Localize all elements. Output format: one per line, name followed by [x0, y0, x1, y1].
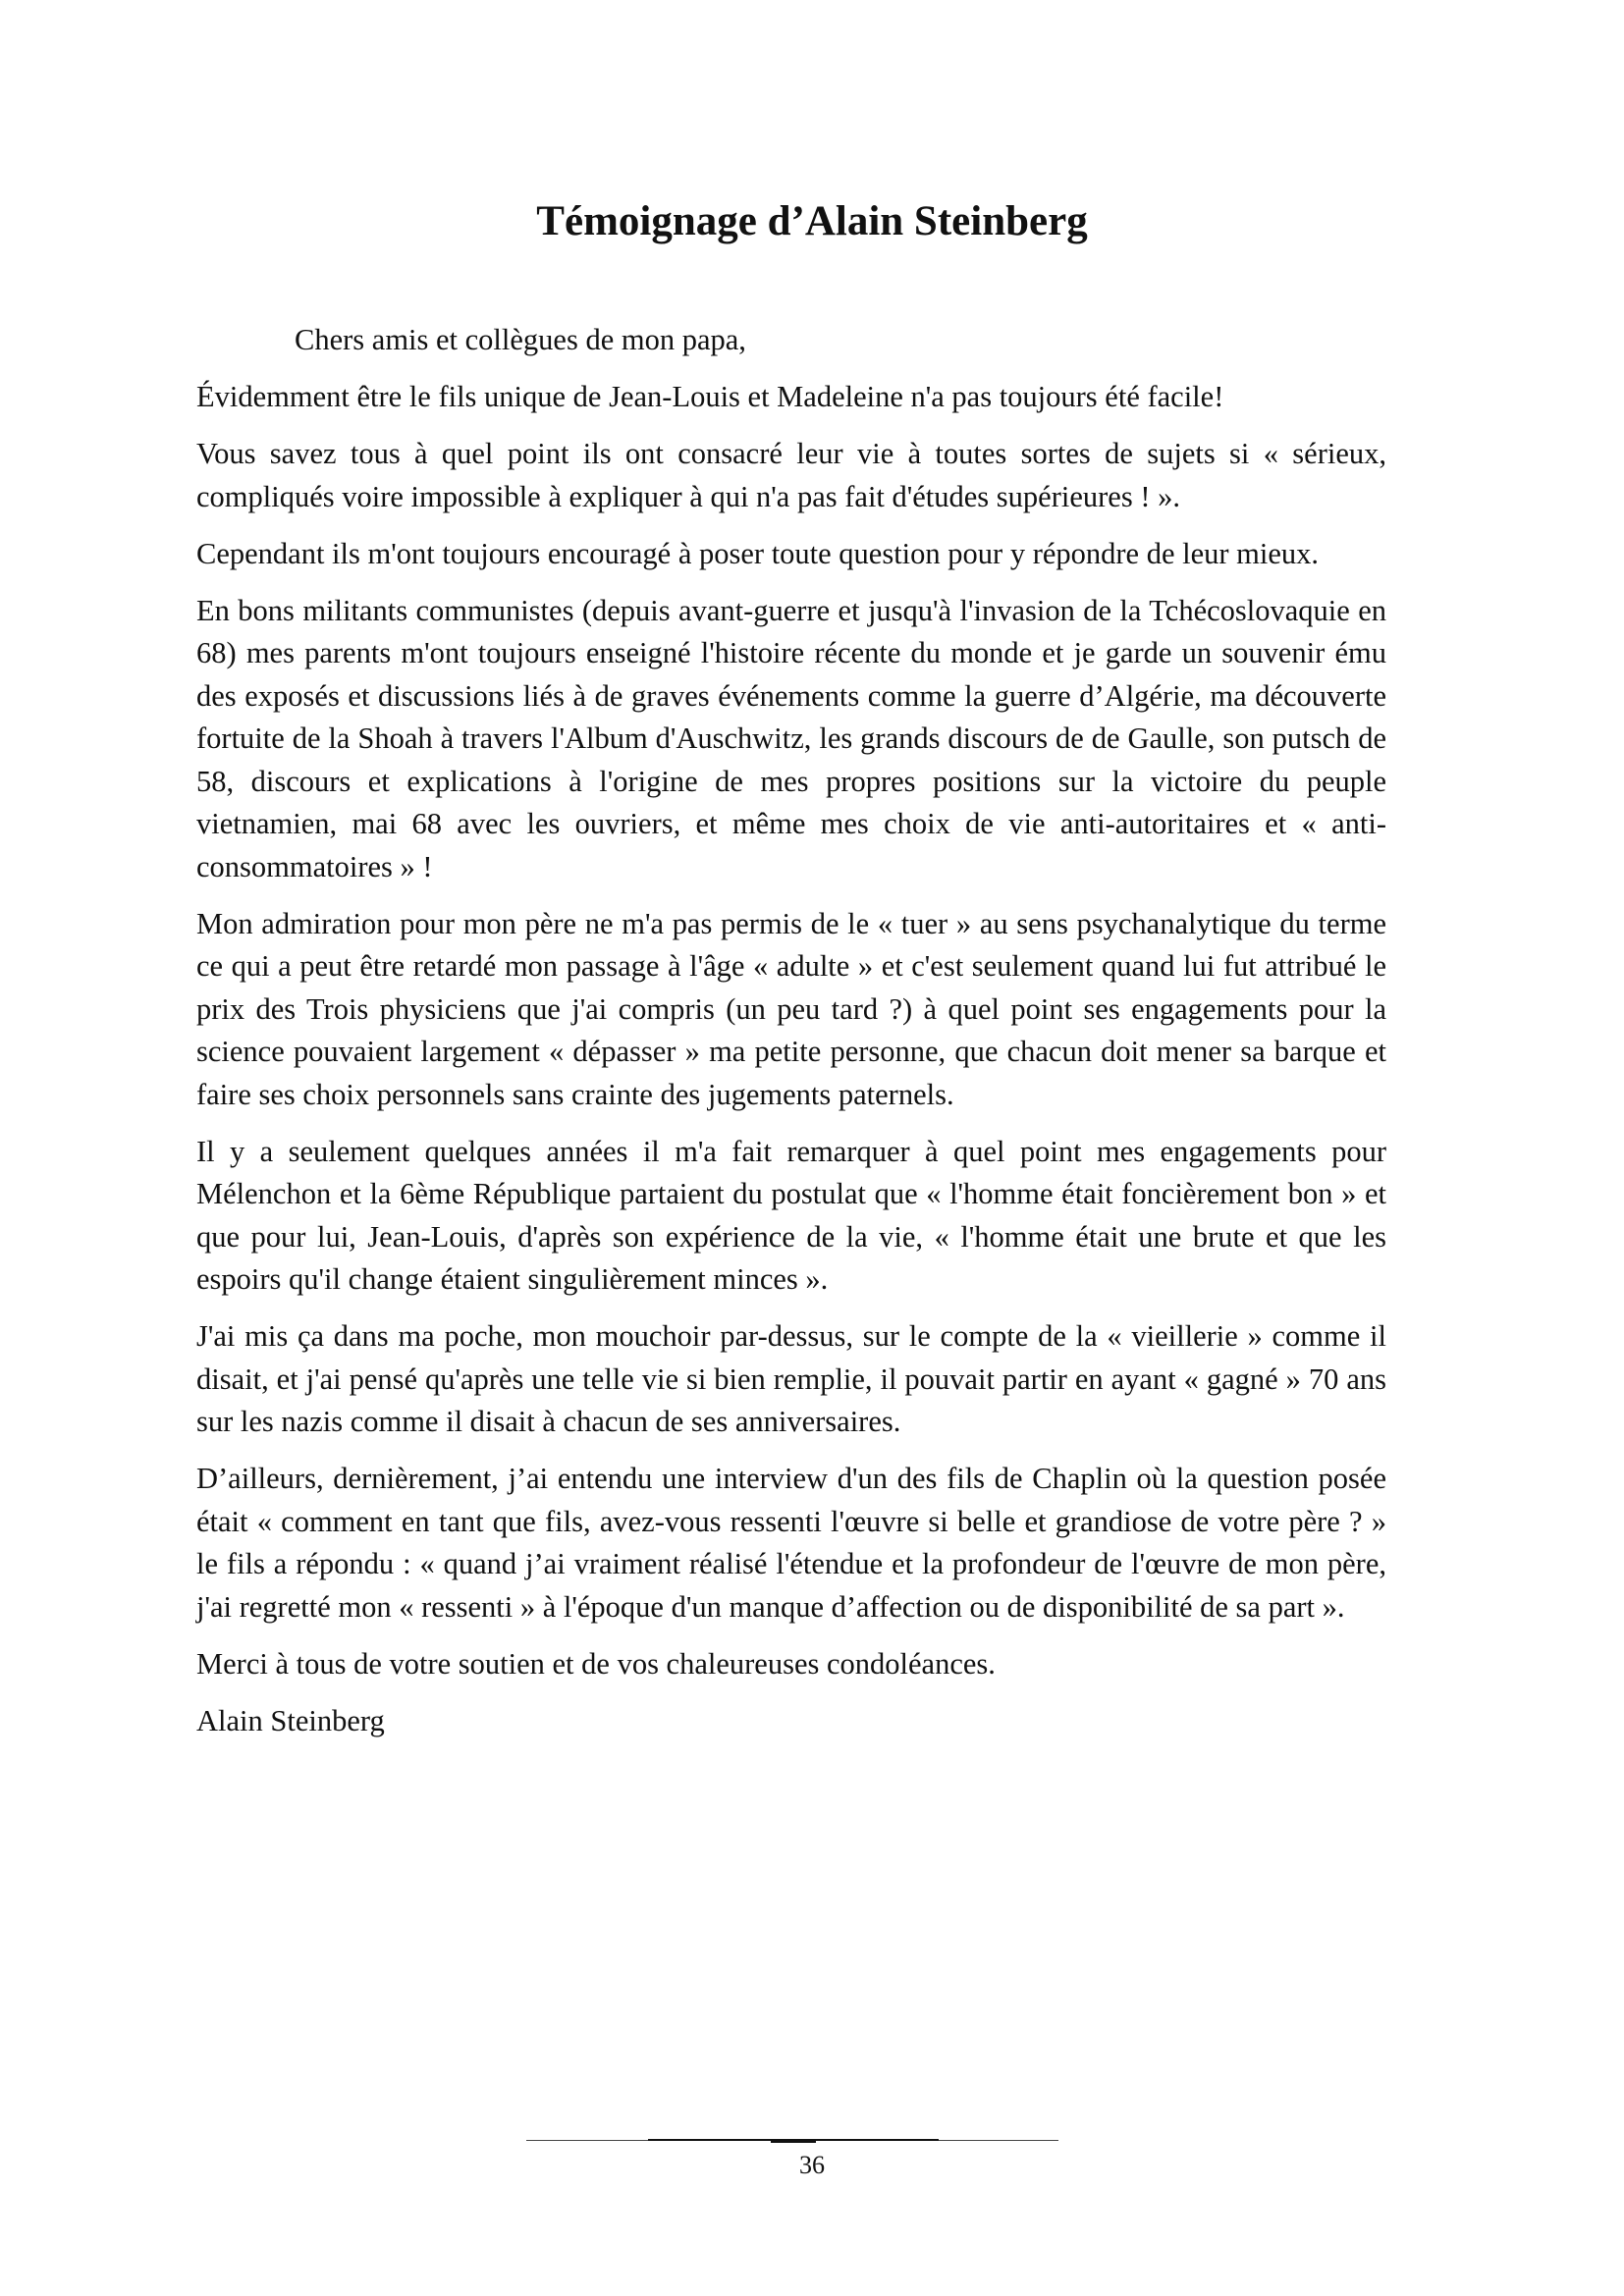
footer-rule-center-mark: [771, 2139, 816, 2143]
salutation-paragraph: Chers amis et collègues de mon papa,: [295, 323, 746, 356]
page-number: 36: [799, 2151, 825, 2179]
paragraph: Cependant ils m'ont toujours encouragé à poser toute question pour y répondre de leur mieux.: [196, 536, 1320, 570]
page-title: Témoignage d’Alain Steinberg: [536, 198, 1088, 244]
paragraph: Il y a seulement quelques années il m'a fait remarquer à quel point mes engagements pour Mélenchon et la 6ème République partaient du postulat que « l'homme était foncièrement bon » et que pour lui, Jean-Louis, d'après son expérience de la vie, « l'homme était une brute et que les espoirs qu'il change étaient singulièrement minces ».: [196, 1134, 1386, 1296]
paragraph: Mon admiration pour mon père ne m'a pas permis de le « tuer » au sens psychanalytique du terme ce qui a peut être retardé mon passage à l'âge « adulte » et c'est seulement quand lui fut attribué le prix des Trois physiciens que j'ai compris (un peu tard ?) à quel point ses engagements pour la science pouvaient largement « dépasser » ma petite personne, que chacun doit mener sa barque et faire ses choix personnels sans crainte des jugements paternels.: [196, 906, 1386, 1111]
paragraph: J'ai mis ça dans ma poche, mon mouchoir par-dessus, sur le compte de la « vieillerie » comme il disait, et j'ai pensé qu'après une telle vie si bien remplie, il pouvait partir en ayant « gagné » 70 ans sur les nazis comme il disait à chacun de ses anniversaires.: [196, 1319, 1386, 1438]
closing-paragraph: Merci à tous de votre soutien et de vos chaleureuses condoléances.: [196, 1646, 996, 1681]
letter-body: [196, 319, 1386, 1757]
paragraph: Vous savez tous à quel point ils ont consacré leur vie à toutes sortes de sujets si « sérieux, compliqués voire impossible à expliquer à qui n'a pas fait d'études supérieures ! ».: [196, 437, 1386, 513]
paragraph: En bons militants communistes (depuis avant-guerre et jusqu'à l'invasion de la Tchécoslovaquie en 68) mes parents m'ont toujours enseigné l'histoire récente du monde et je garde un souvenir ému des exposés et discussions liés à de graves événements comme la guerre d’Algérie, ma découverte fortuite de la Shoah à travers l'Album d'Auschwitz, les grands discours de de Gaulle, son putsch de 58, discours et explications à l'origine de mes propres positions sur la victoire du peuple vietnamien, mai 68 avec les ouvriers, et même mes choix de vie anti-autoritaires et « anti-consommatoires » !: [196, 593, 1386, 883]
paragraph: Évidemment être le fils unique de Jean-Louis et Madeleine n'a pas toujours été facile!: [196, 380, 1224, 413]
paragraph: D’ailleurs, dernièrement, j’ai entendu une interview d'un des fils de Chaplin où la question posée était « comment en tant que fils, avez-vous ressenti l'œuvre si belle et grandiose de votre père ? » le fils a répondu : « quand j’ai vraiment réalisé l'étendue et la profondeur de l'œuvre de mon père, j'ai regretté mon « ressenti » à l'époque d'un manque d’affection ou de disponibilité de sa part ».: [196, 1462, 1386, 1624]
signature: Alain Steinberg: [196, 1703, 385, 1737]
